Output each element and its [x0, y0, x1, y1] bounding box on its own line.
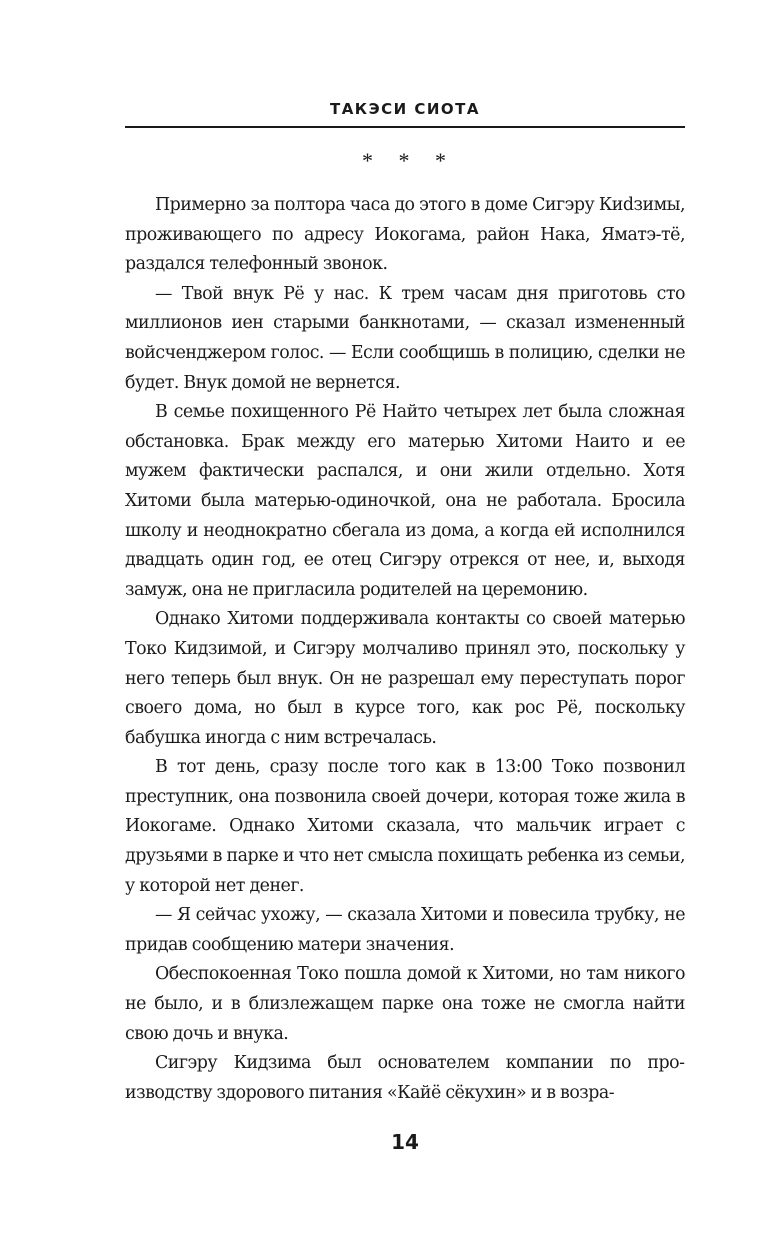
paragraph: Обеспокоенная Токо пошла домой к Хитоми, но там никого не было, и в близлежащем парке она тоже не смогла найти свою дочь и внука.: [125, 964, 685, 1044]
page-number: 14: [391, 1130, 419, 1154]
paragraph: — Я сейчас ухожу, — сказала Хитоми и повесила трубку, не придав сообщению матери значения.: [125, 905, 685, 955]
paragraph: Сигэру Кидзима был основателем компании по производству здорового питания «Кайё сёкухин» и в возра-: [125, 1053, 685, 1103]
running-header: [125, 96, 685, 128]
paragraph: В семье похищенного Рё Найто четырех лет была сложная обстановка. Брак между его матерью Хитоми Наито и ее мужем фактически распался, и они жили отдельно. Хотя Хитоми была матерью-одиночкой, она не работала. Бросила школу и неоднократно сбегала из дома, а когда ей исполнился двадцать один год, ее отец Сигэру отрекся от нее, и, выходя замуж, она не пригласила родителей на церемонию.: [125, 402, 685, 600]
paragraph: Однако Хитоми поддерживала контакты со своей матерью Токо Кидзимой, и Сигэру молчаливо принял это, поскольку у него теперь был внук. Он не разрешал ему переступать порог своего дома, но был в курсе того, как рос Рё, поскольку бабушка иногда с ним встречалась.: [125, 609, 685, 748]
body-text: [125, 191, 685, 1108]
paragraph: В тот день, сразу после того как в 13:00 Токо позвонил преступник, она позвонила своей дочери, которая тоже жила в Иокогаме. Однако Хитоми сказала, что мальчик играет с друзьями в парке и что нет смысла похищать ребенка из семьи, у которой нет денег.: [125, 757, 685, 896]
paragraph: Примерно за полтора часа до этого в доме Сигэру Киdзимы, проживающего по адресу Иокогама, район Нака, Яматэ-тё, раздался телефонный звонок.: [125, 195, 685, 275]
paragraph: — Твой внук Рё у нас. К трем часам дня приготовь сто миллионов иен старыми банкнотами, — сказал измененный войсченджером голос. — Если сообщишь в полицию, сделки не будет. Внук домой не вернется.: [125, 283, 685, 393]
section-separator: * * *: [362, 148, 448, 173]
running-header-title: ТАКЭСИ СИОТА: [329, 100, 481, 118]
